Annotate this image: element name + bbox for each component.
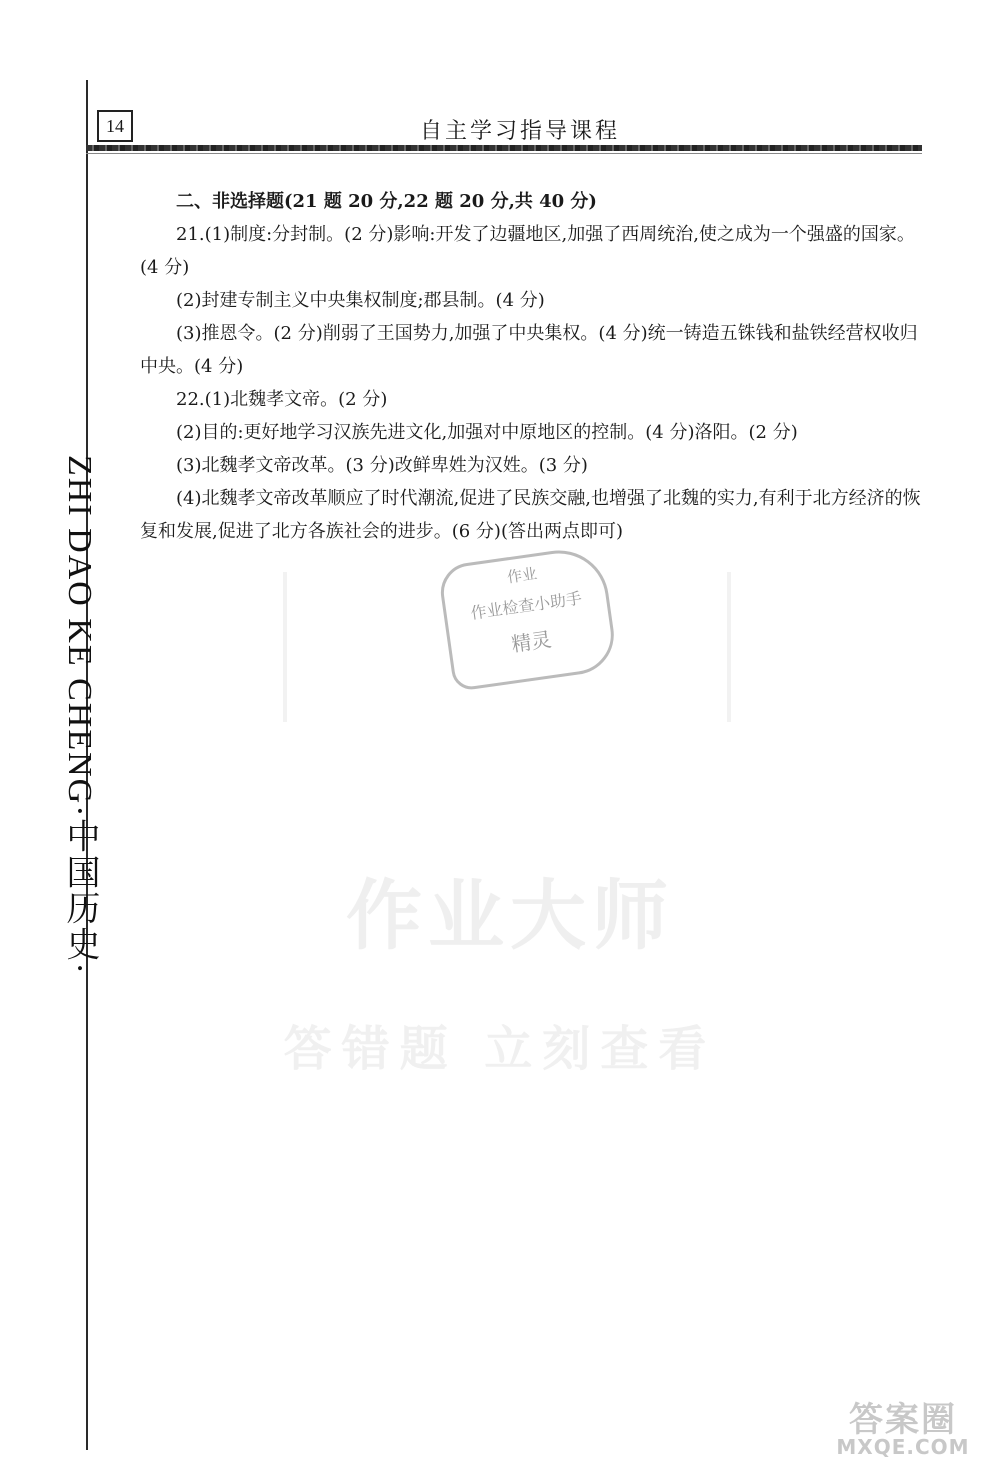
header-divider-thin	[86, 153, 922, 154]
logo-mark: 答案圈	[849, 1400, 957, 1440]
answer-line: (4)北魏孝文帝改革顺应了时代潮流,促进了民族交融,也增强了北魏的实力,有利于北方经济的恢复和发展,促进了北方各族社会的进步。(6 分)(答出两点即可)	[140, 488, 921, 542]
stamp-line-3: 精灵	[509, 627, 553, 657]
answer-line: (2)目的:更好地学习汉族先进文化,加强对中原地区的控制。(4 分)洛阳。(2 分)	[176, 422, 798, 443]
watermark-secondary: 答错题 立刻查看	[283, 1021, 717, 1077]
logo-url: MXQE.COM	[836, 1435, 970, 1459]
page-header-title: 自主学习指导课程	[420, 119, 621, 144]
answer-line: 21.(1)制度:分封制。(2 分)影响:开发了边疆地区,加强了西周统治,使之成为一个强盛的国家。(4 分)	[140, 224, 915, 278]
answer-line: (3)北魏孝文帝改革。(3 分)改鲜卑姓为汉姓。(3 分)	[176, 455, 588, 476]
answer-line: 22.(1)北魏孝文帝。(2 分)	[176, 389, 388, 410]
header-divider	[86, 145, 922, 151]
stamp-line-2: 作业检查小助手	[469, 588, 584, 623]
checker-stamp	[437, 544, 619, 692]
watermark-primary: 作业大师	[346, 871, 674, 960]
answer-line: (2)封建专制主义中央集权制度;郡县制。(4 分)	[176, 290, 545, 311]
site-logo	[818, 1392, 988, 1459]
vertical-side-label: ZHI DAO KE CHENG·中国历史·	[61, 455, 98, 976]
page-number: 14	[97, 110, 133, 142]
stamp-line-1: 作业	[505, 564, 539, 587]
answer-content	[140, 185, 925, 548]
section-heading: 二、非选择题(21 题 20 分,22 题 20 分,共 40 分)	[176, 191, 597, 212]
answer-line: (3)推恩令。(2 分)削弱了王国势力,加强了中央集权。(4 分)统一铸造五铢钱和盐铁经营权收归中央。(4 分)	[140, 323, 918, 377]
